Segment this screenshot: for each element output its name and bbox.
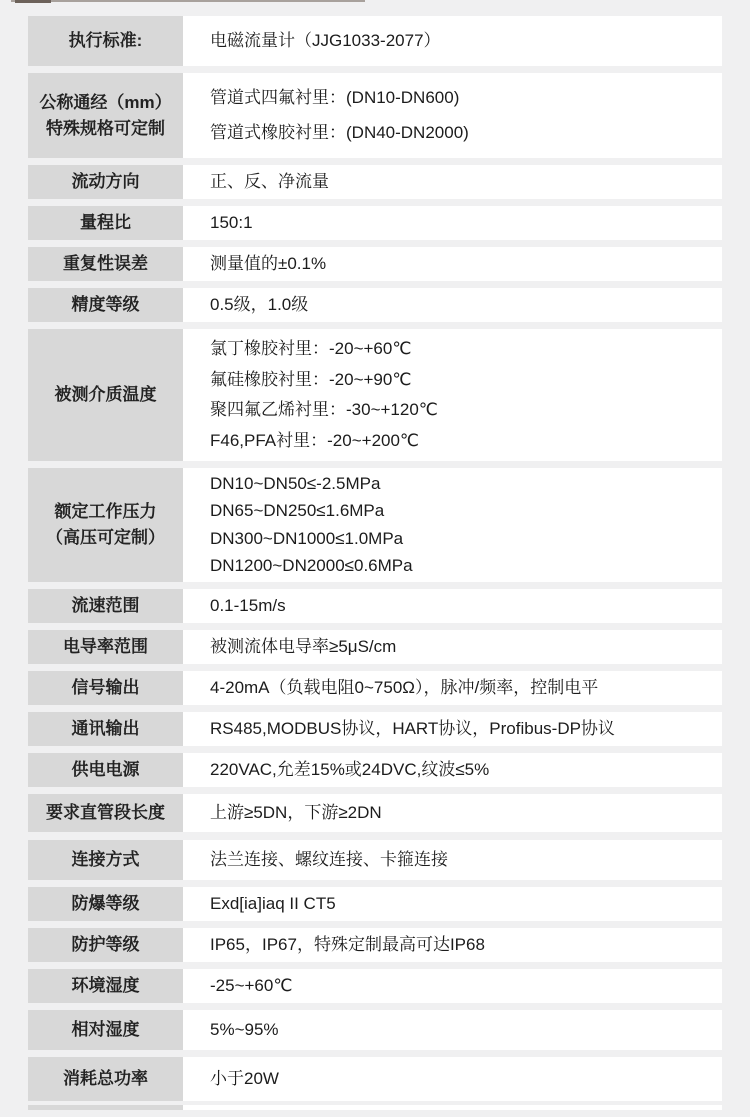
spec-label-text: 公称通经（mm） bbox=[39, 92, 172, 112]
spec-row-accuracy-class bbox=[28, 288, 722, 322]
spec-row-ambient-temperature bbox=[28, 969, 722, 1003]
spec-value-text: 0.5级，1.0级 bbox=[210, 295, 309, 314]
spec-label-text: 额定工作压力 bbox=[54, 502, 157, 521]
spec-label bbox=[28, 73, 183, 158]
spec-value-text: DN300~DN1000≤1.0MPa bbox=[210, 528, 404, 548]
spec-label-text: 精度等级 bbox=[71, 295, 140, 314]
spec-value-text: IP65，IP67，特殊定制最高可达IP68 bbox=[210, 935, 485, 954]
spec-label-text: 特殊规格可定制 bbox=[46, 118, 165, 138]
spec-label-text: 相对湿度 bbox=[71, 1020, 140, 1039]
spec-label-text: 消耗总功率 bbox=[63, 1069, 148, 1088]
spec-value-text: 0.1-15m/s bbox=[210, 596, 286, 615]
spec-row-conductivity-range bbox=[28, 630, 722, 664]
spec-row-flow-direction bbox=[28, 165, 722, 199]
spec-label bbox=[28, 794, 183, 832]
spec-value bbox=[183, 630, 722, 664]
spec-value bbox=[183, 73, 722, 158]
spec-value-text: 法兰连接、螺纹连接、卡箍连接 bbox=[210, 850, 448, 869]
next-row-cutoff bbox=[28, 1105, 722, 1110]
spec-label bbox=[28, 329, 183, 461]
spec-value-text: 氯丁橡胶衬里：-20~+60℃ bbox=[210, 338, 412, 358]
spec-value-text: DN10~DN50≤-2.5MPa bbox=[210, 474, 381, 494]
spec-label-text: 要求直管段长度 bbox=[46, 803, 165, 822]
spec-label-text: 环境湿度 bbox=[71, 976, 140, 995]
spec-value-text: -25~+60℃ bbox=[210, 976, 293, 995]
spec-label-text: 电导率范围 bbox=[63, 637, 148, 656]
spec-label bbox=[28, 589, 183, 623]
spec-value-text: RS485,MODBUS协议，HART协议，Profibus-DP协议 bbox=[210, 719, 615, 738]
spec-value bbox=[183, 16, 722, 66]
spec-row-total-power-consumption bbox=[28, 1057, 722, 1101]
spec-value-text: DN65~DN250≤1.6MPa bbox=[210, 501, 385, 521]
spec-value-text: 5%~95% bbox=[210, 1020, 279, 1039]
spec-value bbox=[183, 712, 722, 746]
spec-value-text: 聚四氟乙烯衬里：-30~+120℃ bbox=[210, 400, 438, 420]
spec-value bbox=[183, 887, 722, 921]
spec-label bbox=[28, 887, 183, 921]
spec-value-text: 电磁流量计（JJG1033-2077） bbox=[210, 31, 441, 50]
spec-value bbox=[183, 288, 722, 322]
spec-value-text: F46,PFA衬里：-20~+200℃ bbox=[210, 431, 420, 451]
spec-label bbox=[28, 206, 183, 240]
spec-value bbox=[183, 247, 722, 281]
spec-value-text: 220VAC,允差15%或24DVC,纹波≤5% bbox=[210, 760, 490, 779]
spec-value-text: 小于20W bbox=[210, 1069, 279, 1088]
spec-value-text: 4-20mA（负载电阻0~750Ω），脉冲/频率，控制电平 bbox=[210, 678, 599, 697]
spec-label bbox=[28, 630, 183, 664]
spec-value bbox=[183, 1010, 722, 1050]
spec-label bbox=[28, 840, 183, 880]
spec-label-text: 被测介质温度 bbox=[54, 385, 157, 404]
spec-value bbox=[183, 1057, 722, 1101]
spec-value-text: 管道式橡胶衬里：(DN40-DN2000) bbox=[210, 123, 469, 143]
spec-label bbox=[28, 16, 183, 66]
spec-value bbox=[183, 329, 722, 461]
spec-label bbox=[28, 753, 183, 787]
spec-value bbox=[183, 206, 722, 240]
top-cutoff-blob bbox=[15, 0, 51, 3]
spec-row-explosion-proof-rating bbox=[28, 887, 722, 921]
spec-label-text: 通讯输出 bbox=[71, 719, 140, 738]
spec-row-signal-output bbox=[28, 671, 722, 705]
spec-label-text: 防爆等级 bbox=[71, 894, 140, 913]
spec-value-text: 正、反、净流量 bbox=[210, 172, 329, 191]
spec-label bbox=[28, 288, 183, 322]
spec-value bbox=[183, 165, 722, 199]
spec-row-turndown-ratio bbox=[28, 206, 722, 240]
spec-value-text: 管道式四氟衬里：(DN10-DN600) bbox=[210, 87, 460, 107]
spec-row-nominal-diameter bbox=[28, 73, 722, 158]
spec-label-text: 量程比 bbox=[80, 213, 131, 232]
spec-value-text: 上游≥5DN，下游≥2DN bbox=[210, 803, 382, 822]
spec-label-text: 信号输出 bbox=[71, 678, 140, 697]
spec-label bbox=[28, 712, 183, 746]
spec-value bbox=[183, 840, 722, 880]
spec-row-power-supply bbox=[28, 753, 722, 787]
spec-row-relative-humidity bbox=[28, 1010, 722, 1050]
spec-value-text: 氟硅橡胶衬里：-20~+90℃ bbox=[210, 369, 412, 389]
spec-row-medium-temperature bbox=[28, 329, 722, 461]
spec-label-text: 供电电源 bbox=[71, 760, 140, 779]
spec-value-text: 150:1 bbox=[210, 213, 253, 232]
spec-label bbox=[28, 165, 183, 199]
spec-label-text: 重复性误差 bbox=[63, 254, 148, 273]
spec-value-text: 测量值的±0.1% bbox=[210, 254, 327, 273]
spec-label bbox=[28, 671, 183, 705]
spec-label bbox=[28, 468, 183, 582]
spec-value bbox=[183, 468, 722, 582]
spec-value bbox=[183, 969, 722, 1003]
spec-label bbox=[28, 969, 183, 1003]
spec-value bbox=[183, 589, 722, 623]
spec-value bbox=[183, 1105, 722, 1110]
spec-value bbox=[183, 671, 722, 705]
spec-row-velocity-range bbox=[28, 589, 722, 623]
spec-label bbox=[28, 928, 183, 962]
spec-label bbox=[28, 1057, 183, 1101]
spec-label-text: 流速范围 bbox=[71, 596, 140, 615]
spec-label-text: 连接方式 bbox=[71, 850, 140, 869]
spec-value bbox=[183, 794, 722, 832]
spec-label bbox=[28, 1105, 183, 1110]
spec-label bbox=[28, 247, 183, 281]
spec-label-text: 防护等级 bbox=[71, 935, 140, 954]
spec-value-text: 被测流体电导率≥5μS/cm bbox=[210, 637, 397, 656]
spec-value bbox=[183, 928, 722, 962]
top-cutoff-line bbox=[11, 0, 365, 2]
spec-row-protection-rating bbox=[28, 928, 722, 962]
spec-value-text: Exd[ia]iaq II CT5 bbox=[210, 894, 336, 913]
spec-row-straight-pipe-length bbox=[28, 794, 722, 832]
spec-row-communication-output bbox=[28, 712, 722, 746]
spec-label-text: （高压可定制） bbox=[46, 528, 165, 547]
spec-value bbox=[183, 753, 722, 787]
flowmeter-spec-table bbox=[28, 16, 722, 1110]
spec-label-text: 执行标准: bbox=[68, 31, 143, 50]
spec-label-text: 流动方向 bbox=[71, 172, 140, 191]
spec-label bbox=[28, 1010, 183, 1050]
spec-row-repeatability bbox=[28, 247, 722, 281]
spec-row-working-pressure bbox=[28, 468, 722, 582]
spec-value-text: DN1200~DN2000≤0.6MPa bbox=[210, 555, 413, 575]
spec-row-connection-type bbox=[28, 840, 722, 880]
spec-row-standard bbox=[28, 16, 722, 66]
